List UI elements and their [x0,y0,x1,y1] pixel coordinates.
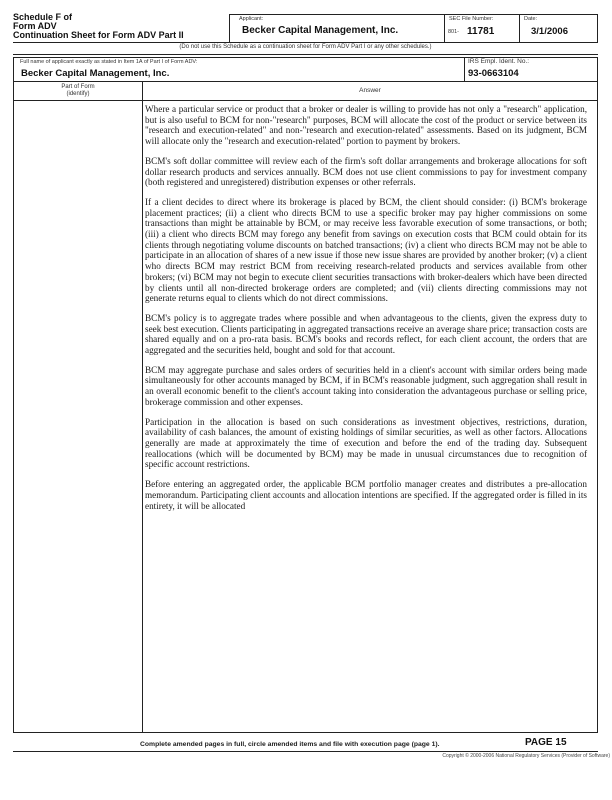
footer-note: Complete amended pages in full, circle amended items and file with execution page (page 1). [140,741,440,748]
applicant-full-name: Becker Capital Management, Inc. [21,68,170,79]
sec-file-label: SEC File Number: [449,16,494,22]
part-of-form-header: Part of Form (identify) [61,84,95,97]
answer-table [13,82,598,733]
table-column-divider [142,82,143,732]
identity-label: Full name of applicant exactly as stated in Item 1A of Part I of Form ADV: [20,59,198,65]
applicant-name: Becker Capital Management, Inc. [242,25,399,36]
paragraph-pre-allocation: Before entering an aggregated order, the applicable BCM portfolio manager creates and distributes a pre-allocation memorandum. Participating client accounts and allocation intentions are specified. If the aggregated order is filled in its entirety, it will be allocated [145,479,587,511]
date-label: Date: [524,16,538,22]
sec-file-number: 11781 [467,26,495,37]
paragraph-aggregate-trades: BCM's policy is to aggregate trades where possible and when advantageous to the clients, given the express duty to seek best execution. Clients participating in aggregated transactions receive an average share price; transaction costs are shared equally and on a pro-rata basis. BCM's books and records reflect, for each client account, the orders that are aggregated and the securities held, bought and sold for that account. [145,312,587,356]
schedule-title-block [13,13,228,40]
paragraph-directed-brokerage: If a client decides to direct where its brokerage is placed by BCM, the client should consider: (i) BCM's brokerage placement practices; (ii) a client who directs BCM to use a specific broker may pay higher commissions on some transactions than might be attainable by BCM, or may receive less favorable execution of some transactions, or both; (iii) a client who directs BCM may forego any benefit from savings on execution costs that BCM could obtain for its clients through negotiating volume discounts on batched transactions; (iv) a client who directs BCM may not be able to participate in an allocation of shares of a new issue if those new issue shares are provided by another broker; (v) a client who directs BCM may restrict BCM from receiving research-related products and services available from other brokers; (vi) BCM may not begin to execute client securities transactions with broker-dealers which have been directed by clients until all non-directed brokerage orders are completed; and (vii) clients directing commissions may not generate returns equal to clients which do not direct commissions. [145,196,587,304]
table-header-rule [14,100,597,101]
identity-box [13,57,598,82]
answer-body [145,104,587,511]
paragraph-research-allocation: Where a particular service or product that a broker or dealer is willing to provide has not only a "research" application, but is also useful to BCM for non-"research" purposes, BCM will allocate the cost of the product or service between its "research and execution-related" and non-"research and execution-related" assessments. Based on its judgment, BCM will allocate only the "research and execution-related" portion to payment by brokers. [145,104,587,147]
page-number: PAGE 15 [525,737,567,748]
sec-file-box [444,14,520,43]
copyright: Copyright © 2000-2006 National Regulatory Services (Provider of Software) [442,753,610,759]
irs-label: IRS Empl. Ident. No.: [468,58,530,65]
answer-header: Answer [359,87,381,94]
paragraph-aggregate-orders: BCM may aggregate purchase and sales orders of securities held in a client's account with similar orders being made simultaneously for other accounts managed by BCM, if in BCM's reasonable judgment, such aggregation shall result in an overall economic benefit to the client's account taking into consideration the advantageous purchase or selling price, brokerage commission and other expenses. [145,364,587,407]
form-name: Form ADV [13,21,57,31]
applicant-box [229,14,445,43]
footer-rule [13,751,598,752]
applicant-label: Applicant: [239,16,264,22]
instruction-text: (Do not use this Schedule as a continuation sheet for Form ADV Part I or any other schedules.) [179,44,432,50]
date-value: 3/1/2006 [531,26,568,37]
sec-file-prefix: 801- [448,29,460,35]
irs-number: 93-0663104 [468,68,519,79]
continuation-title: Continuation Sheet for Form ADV Part II [13,30,184,40]
paragraph-allocation-participation: Participation in the allocation is based on such considerations as investment objectives, restrictions, duration, availability of cash balances, the amount of existing holdings of similar securities, as well as other factors. Allocations generally are made at approximately the time of execution and before the end of the trading day. Subsequent reallocations (which will be documented by BCM) may be made in unusual circumstances due to recognition of specific account restrictions. [145,416,587,470]
instruction-line [13,42,598,55]
date-box [519,14,598,43]
identity-divider [464,58,465,81]
schedule-title: Schedule F of [13,12,73,22]
paragraph-soft-dollar-committee: BCM's soft dollar committee will review each of the firm's soft dollar arrangements and brokerage allocations for soft dollar research products and services annually. BCM does not use client commissions to pay for investment company (both registered and unregistered) distribution expenses or other referrals. [145,155,587,188]
